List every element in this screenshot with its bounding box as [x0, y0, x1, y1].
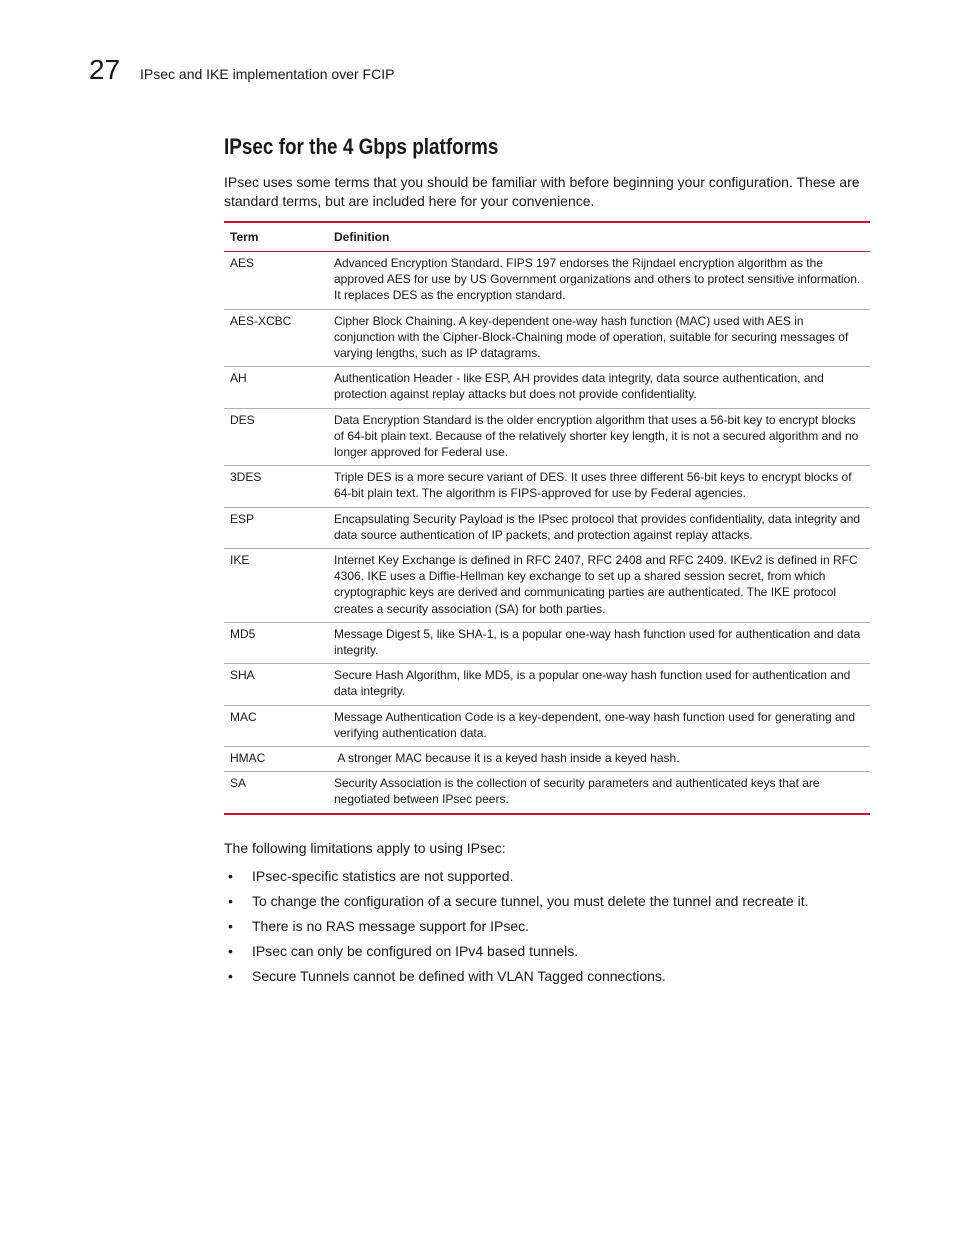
definition-cell: Internet Key Exchange is defined in RFC 2407, RFC 2408 and RFC 2409. IKEv2 is defined in RFC 4306. IKE uses a Diffie-Hellman key exchange to set up a shared session secret, from which cryptographic keys are derived and communicating parties are authenticated. The IKE protocol creates a security association (SA) for both parties. [334, 553, 858, 616]
definition-cell: Cipher Block Chaining. A key-dependent one-way hash function (MAC) used with AES in conjunction with the Cipher-Block-Chaining mode of operation, suitable for securing messages of varying lengths, such as IP datagrams. [334, 313, 849, 361]
table-row [224, 772, 870, 814]
term-cell: MD5 [230, 626, 256, 641]
table-row [224, 408, 870, 466]
definition-cell: Encapsulating Security Payload is the IPsec protocol that provides confidentiality, data integrity and data source authentication of IP packets, and protection against replay attacks. [334, 511, 861, 542]
column-header-term: Term [230, 229, 259, 244]
term-cell: AH [230, 371, 247, 386]
term-cell: AES [230, 256, 255, 270]
section-intro: IPsec uses some terms that you should be familiar with before beginning your configuration. These are standard terms, but are included here for your convenience. [224, 174, 860, 209]
limitations-intro: The following limitations apply to using IPsec: [224, 840, 506, 856]
definition-cell: Message Digest 5, like SHA-1, is a popular one-way hash function used for authentication and data integrity. [334, 626, 861, 658]
list-item [224, 867, 874, 886]
term-cell: AES-XCBC [230, 313, 292, 328]
table-row [224, 309, 870, 367]
definition-cell: Authentication Header - like ESP, AH provides data integrity, data source authentication, and protection against replay attacks but does not provide confidentiality. [334, 371, 824, 402]
bullet-icon: • [228, 943, 233, 959]
definition-cell: Security Association is the collection of security parameters and authenticated keys that are negotiated between IPsec peers. [334, 776, 820, 807]
definition-cell: Advanced Encryption Standard. FIPS 197 endorses the Rijndael encryption algorithm as the approved AES for use by US Government organizations and others to protect sensitive information. It replaces DES as the encryption standard. [334, 256, 861, 303]
bullet-icon: • [228, 968, 233, 984]
term-cell: 3DES [230, 470, 262, 485]
list-item [224, 892, 874, 911]
table-header-row [224, 222, 870, 252]
definition-cell: Message Authentication Code is a key-dependent, one-way hash function used for generating and verifying authentication data. [334, 709, 856, 740]
definition-cell: Secure Hash Algorithm, like MD5, is a popular one-way hash function used for authentication and data integrity. [334, 668, 851, 699]
table-row [224, 466, 870, 507]
list-item [224, 967, 874, 986]
column-header-definition: Definition [334, 229, 390, 244]
list-item-text: IPsec-specific statistics are not supported. [252, 868, 514, 884]
bullet-icon: • [228, 893, 233, 909]
definition-cell: A stronger MAC because it is a keyed hash inside a keyed hash. [334, 751, 680, 766]
table-row [224, 664, 870, 705]
list-item [224, 917, 874, 936]
table-row [224, 507, 870, 548]
list-item-text: There is no RAS message support for IPsec. [252, 918, 530, 934]
limitations-list [224, 867, 874, 992]
bullet-icon: • [228, 868, 233, 884]
terms-table [224, 221, 870, 815]
list-item-text: IPsec can only be configured on IPv4 based tunnels. [252, 943, 579, 959]
definition-cell: Data Encryption Standard is the older encryption algorithm that uses a 56-bit key to encrypt blocks of 64-bit plain text. Because of the relatively shorter key length, it is not a secured algorithm and no longer approved for Federal use. [334, 412, 859, 460]
chapter-number: 27 [89, 54, 121, 85]
term-cell: DES [230, 412, 255, 427]
list-item [224, 942, 874, 961]
table-row [224, 367, 870, 408]
table-row [224, 252, 870, 310]
list-item-text: Secure Tunnels cannot be defined with VLAN Tagged connections. [252, 968, 666, 984]
section-title: IPsec for the 4 Gbps platforms [224, 134, 499, 159]
definition-cell: Triple DES is a more secure variant of DES. It uses three different 56-bit keys to encrypt blocks of 64-bit plain text. The algorithm is FIPS-approved for use by Federal agencies. [334, 470, 852, 501]
list-item-text: To change the configuration of a secure tunnel, you must delete the tunnel and recreate it. [252, 893, 809, 909]
table-row [224, 549, 870, 623]
bullet-icon: • [228, 918, 233, 934]
table-row [224, 747, 870, 772]
term-cell: IKE [230, 553, 250, 568]
table-row [224, 705, 870, 746]
term-cell: SHA [230, 668, 255, 683]
term-cell: MAC [230, 709, 257, 724]
table-row [224, 622, 870, 663]
term-cell: ESP [230, 511, 255, 526]
term-cell: SA [230, 776, 247, 791]
term-cell: HMAC [230, 751, 266, 766]
running-header-title: IPsec and IKE implementation over FCIP [140, 66, 395, 82]
